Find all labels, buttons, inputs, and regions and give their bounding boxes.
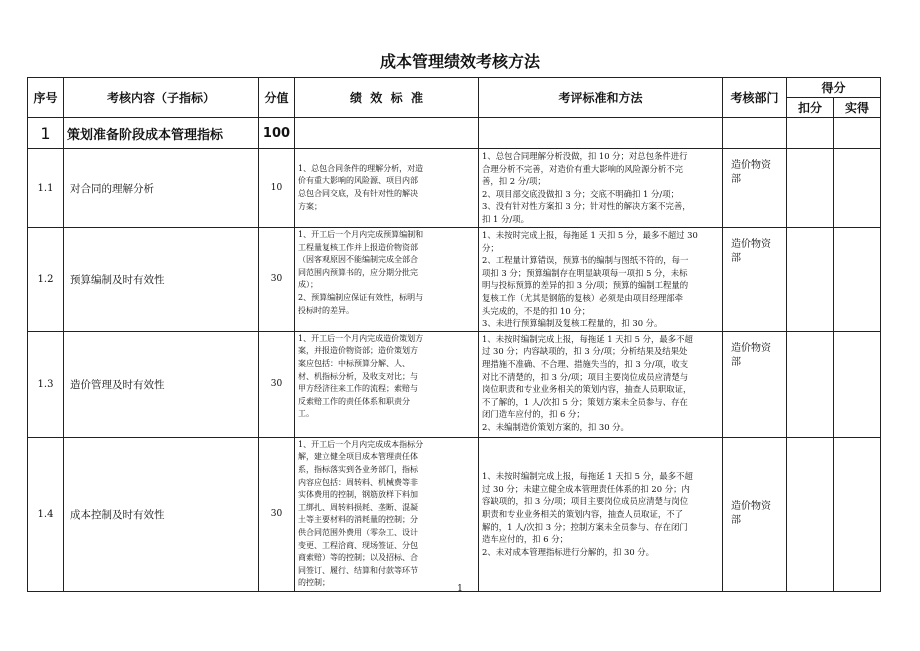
row-dept — [723, 331, 787, 437]
row-score: 30 — [259, 437, 295, 591]
method-line: 对比不清楚的，扣 3 分/项；项目主要岗位成员应清楚与 — [482, 371, 689, 382]
dept-line: 造价物资 — [731, 160, 771, 171]
method-line: 过 30 分；内容缺项的，扣 3 分/项；分析结果及结果处 — [482, 346, 688, 357]
standard-line: 土等主要材料的消耗量的控制；分 — [298, 515, 418, 525]
table-row — [28, 149, 881, 228]
section-deduct-cell — [787, 118, 834, 149]
section-row — [28, 118, 881, 149]
standard-line: 内容应包括：周转料、机械费等非 — [298, 477, 418, 487]
method-line: 解的，1 人/次扣 3 分；控制方案未全员参与、存在闭门 — [482, 521, 688, 532]
row-method — [479, 331, 723, 437]
row-score: 30 — [259, 228, 295, 332]
header-deduct: 扣分 — [787, 98, 834, 118]
header-standard: 绩 效 标 准 — [295, 78, 479, 118]
standard-line: 案，并报造价物资部；造价策划方 — [298, 346, 418, 356]
row-method — [479, 228, 723, 332]
row-number: 1.4 — [28, 437, 64, 591]
table-row — [28, 331, 881, 437]
standard-line: 实体费用的控制，钢筋放样下料加 — [298, 490, 418, 500]
dept-line: 造价物资 — [731, 239, 771, 250]
row-standard — [295, 228, 479, 332]
standard-line: 系，指标落实到各业务部门，指标 — [298, 464, 418, 474]
header-actual: 实得 — [834, 98, 881, 118]
standard-line: 1、总包合同条件的理解分析，对造 — [298, 163, 424, 173]
header-method: 考评标准和方法 — [479, 78, 723, 118]
row-score: 10 — [259, 149, 295, 228]
dept-line: 部 — [731, 253, 741, 264]
row-number: 1.2 — [28, 228, 64, 332]
header-score: 分值 — [259, 78, 295, 118]
standard-line: 工程量复核工作并上报造价物资部 — [298, 242, 418, 252]
header-result: 得分 — [787, 78, 881, 98]
table-row — [28, 228, 881, 332]
row-method — [479, 149, 723, 228]
method-line: 分； — [482, 242, 499, 253]
row-standard — [295, 437, 479, 591]
method-line: 头完成的，不是的扣 10 分； — [482, 305, 591, 316]
dept-line: 造价物资 — [731, 501, 771, 513]
standard-line: 商索赔）等的控制；以及招标、合 — [298, 553, 418, 563]
row-dept — [723, 437, 787, 591]
row-deduct[interactable] — [787, 437, 834, 591]
standard-line: 甲方经济往来工作的流程；索赔与 — [298, 384, 418, 394]
row-standard — [295, 331, 479, 437]
standard-line: 工绑扎、周转料损耗、垄断、混凝 — [298, 502, 418, 512]
section-standard-cell — [295, 118, 479, 149]
row-dept — [723, 149, 787, 228]
row-standard — [295, 149, 479, 228]
row-content: 预算编制及时有效性 — [64, 228, 259, 332]
standard-line: 的控制； — [298, 578, 330, 588]
method-line: 容缺项的，扣 3 分/项；项目主要岗位成员应清楚与岗位 — [482, 496, 689, 507]
method-line: 复核工作（尤其是钢筋的复核）必须是由项目经理部牵 — [482, 292, 683, 303]
method-line: 理措施不准确、不合理、措施失当的，扣 3 分/项，收支 — [482, 358, 689, 369]
standard-line: 案应包括：中标预算分解、人、 — [298, 358, 410, 368]
row-actual[interactable] — [834, 331, 881, 437]
row-deduct[interactable] — [787, 228, 834, 332]
row-number: 1.3 — [28, 331, 64, 437]
method-line: 不了解的，1 人/次扣 5 分；策划方案未全员参与、存在 — [482, 396, 688, 407]
standard-line: 1、开工后一个月内完成造价策划方 — [298, 333, 424, 343]
section-score: 100 — [259, 118, 295, 149]
row-deduct[interactable] — [787, 149, 834, 228]
standard-line: 价有重大影响的风险源、项目内部 — [298, 176, 418, 186]
method-line: 项扣 3 分；预算编制存在明显缺项每一项扣 5 分，未标 — [482, 267, 688, 278]
dept-line: 部 — [731, 515, 741, 527]
row-actual[interactable] — [834, 149, 881, 228]
row-dept — [723, 228, 787, 332]
assessment-table — [27, 77, 881, 592]
header-row-top — [28, 78, 881, 98]
row-actual[interactable] — [834, 437, 881, 591]
method-line: 1、总包合同理解分析没做，扣 10 分；对总包条件进行 — [482, 151, 688, 161]
method-line: 2、工程量计算错误，预算书的编制与图纸不符的，每一 — [482, 255, 689, 266]
method-line: 2、未对成本管理指标进行分解的，扣 30 分。 — [482, 546, 655, 557]
method-line: 过 30 分；未建立健全成本管理责任体系的扣 20 分；内 — [482, 483, 690, 494]
method-line: 3、未进行预算编制及复核工程量的，扣 30 分。 — [482, 318, 663, 329]
row-score: 30 — [259, 331, 295, 437]
standard-line: 工。 — [298, 409, 314, 419]
section-title: 策划准备阶段成本管理指标 — [64, 118, 259, 149]
row-method — [479, 437, 723, 591]
section-dept-cell — [723, 118, 787, 149]
method-line: 2、项目部交底没做扣 3 分；交底不明确扣 1 分/项； — [482, 188, 679, 199]
standard-line: 同签订、履行、结算和付款等环节 — [298, 565, 418, 575]
section-actual-cell — [834, 118, 881, 149]
document-title: 成本管理绩效考核方法 — [379, 52, 540, 71]
standard-line: 方案； — [298, 201, 322, 211]
method-line: 合理分析不完善，对造价有重大影响的风险源分析不完 — [482, 163, 683, 174]
table-row — [28, 437, 881, 591]
method-line: 扣 1 分/项。 — [482, 213, 529, 224]
method-line: 3、没有针对性方案扣 3 分；针对性的解决方案不完善， — [482, 201, 691, 212]
method-line: 明与投标预算的差异的扣 3 分/项；预算的编制工程量的 — [482, 280, 689, 291]
method-line: 善，扣 2 分/项； — [482, 176, 546, 187]
standard-line: 材、机指标分析，及收支对比；与 — [298, 371, 418, 381]
method-line: 闭门造车应付的，扣 6 分； — [482, 409, 585, 420]
header-content: 考核内容（子指标） — [64, 78, 259, 118]
standard-line: 变更、工程洽商、现场签证、分包 — [298, 540, 418, 550]
row-content: 对合同的理解分析 — [64, 149, 259, 228]
row-actual[interactable] — [834, 228, 881, 332]
method-line: 1、未按时完成上报，每拖延 1 天扣 5 分，最多不超过 30 — [482, 230, 698, 240]
standard-line: 1、开工后一个月内完成成本指标分 — [298, 439, 424, 449]
section-number: 1 — [28, 118, 64, 149]
standard-line: 供合同范围外费用（零杂工、设计 — [298, 527, 418, 537]
method-line: 造车应付的，扣 6 分； — [482, 534, 569, 545]
row-number: 1.1 — [28, 149, 64, 228]
standard-line: 反索赔工作的责任体系和职责分 — [298, 396, 410, 406]
row-content: 造价管理及时有效性 — [64, 331, 259, 437]
standard-line: 1、开工后一个月内完成预算编制和 — [298, 230, 424, 239]
standard-line: 同范围内预算书的，应分期分批完 — [298, 267, 418, 277]
method-line: 岗位职责和专业业务相关的策划内容，抽查人员职取证， — [482, 384, 692, 395]
standard-line: 投标时的差异。 — [298, 305, 354, 315]
dept-line: 部 — [731, 356, 741, 368]
method-line: 职责和专业业务相关的策划内容，抽查人员取证，不了 — [482, 509, 683, 520]
standard-line: 解，建立健全项目成本管理责任体 — [298, 452, 418, 462]
row-content: 成本控制及时有效性 — [64, 437, 259, 591]
standard-line: 总包合同交底，及有针对性的解决 — [298, 189, 418, 198]
dept-line: 造价物资 — [731, 342, 771, 354]
standard-line: 2、预算编制应保证有效性，标明与 — [298, 292, 424, 302]
standard-line: 成）； — [298, 280, 318, 290]
header-dept: 考核部门 — [723, 78, 787, 118]
method-line: 2、未编制造价策划方案的，扣 30 分。 — [482, 421, 629, 432]
method-line: 1、未按时编制完成上报，每拖延 1 天扣 5 分，最多不超 — [482, 333, 693, 344]
section-method-cell — [479, 118, 723, 149]
method-line: 1、未按时编制完成上报，每拖延 1 天扣 5 分，最多不超 — [482, 471, 693, 482]
row-deduct[interactable] — [787, 331, 834, 437]
dept-line: 部 — [731, 174, 741, 185]
page-number: 1 — [457, 584, 463, 594]
header-seq: 序号 — [28, 78, 64, 118]
standard-line: （因客观原因不能编制完成全部合 — [298, 255, 418, 265]
